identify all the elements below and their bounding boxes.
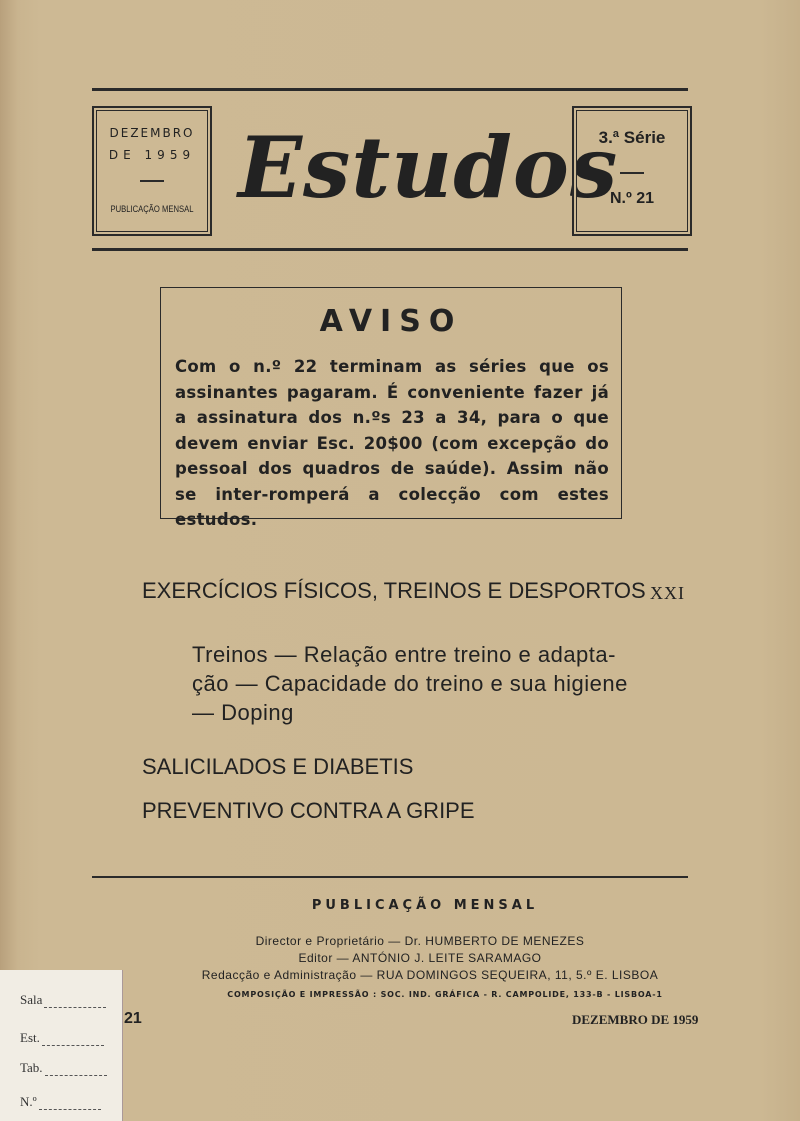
label-tab: Tab. xyxy=(20,1060,43,1075)
notice-box xyxy=(160,287,622,529)
publication-label: PUBLICAÇÃO MENSAL xyxy=(311,898,539,913)
library-shelf-label xyxy=(0,970,123,1121)
label-row-no xyxy=(20,1094,101,1110)
masthead-title: Estudos xyxy=(238,118,619,217)
label-tab-line xyxy=(45,1063,107,1076)
header-bottom-rule xyxy=(92,248,688,251)
label-sala-line xyxy=(44,995,106,1008)
date-year: DE 1959 xyxy=(108,148,196,162)
date-box-divider xyxy=(140,180,164,182)
series-label: 3.ª Série xyxy=(598,128,666,147)
director-credit: Director e Proprietário — Dr. HUMBERTO DE MENEZES xyxy=(255,934,585,948)
label-row-est xyxy=(20,1030,104,1046)
footer-issue-number: 21 xyxy=(124,1010,142,1027)
editor-credit: Editor — ANTÓNIO J. LEITE SARAMAGO xyxy=(298,951,542,965)
label-row-tab xyxy=(20,1060,107,1076)
label-est: Est. xyxy=(20,1030,40,1045)
label-no-line xyxy=(39,1097,101,1110)
article-heading-flu: PREVENTIVO CONTRA A GRIPE xyxy=(142,798,475,823)
top-rule xyxy=(92,88,688,91)
series-box xyxy=(572,106,692,236)
notice-text: Com o n.º 22 terminam as séries que os assinantes pagaram. É conveniente fazer já a assinatura dos n.ºs 23 a 34, para o que devem enviar Esc. 20$00 (com excepção do pessoal dos quadros de saúde). Assim não se inter-romperá a colecção com estes estudos. xyxy=(175,357,609,529)
publication-frequency: PUBLICAÇÃO MENSAL xyxy=(110,204,194,214)
issue-number: N.º 21 xyxy=(609,190,655,207)
address-credit: Redacção e Administração — RUA DOMINGOS SEQUEIRA, 11, 5.º E. LISBOA xyxy=(201,968,659,982)
article-subheading: Treinos — Relação entre treino e adapta-ção — Capacidade do treino e sua higiene — Doping xyxy=(192,642,628,725)
date-box xyxy=(92,106,212,236)
article-part-number: XXI xyxy=(650,583,685,603)
printer-credit: COMPOSIÇÃO E IMPRESSÃO : SOC. IND. GRÁFICA - R. CAMPOLIDE, 133-B - LISBOA-1 xyxy=(227,990,663,999)
label-sala: Sala xyxy=(20,992,43,1007)
label-no: N.º xyxy=(20,1094,37,1109)
label-row-sala xyxy=(20,992,106,1008)
series-box-divider xyxy=(620,172,644,174)
date-month: DEZEMBRO xyxy=(109,126,195,140)
label-est-line xyxy=(42,1033,104,1046)
footer-rule xyxy=(92,876,688,878)
notice-title: AVISO xyxy=(319,304,463,339)
article-heading-exercises: EXERCÍCIOS FÍSICOS, TREINOS E DESPORTOS xyxy=(142,578,646,603)
article-heading-salicylates: SALICILADOS E DIABETIS xyxy=(142,754,414,779)
footer-date: DEZEMBRO DE 1959 xyxy=(572,1012,699,1027)
